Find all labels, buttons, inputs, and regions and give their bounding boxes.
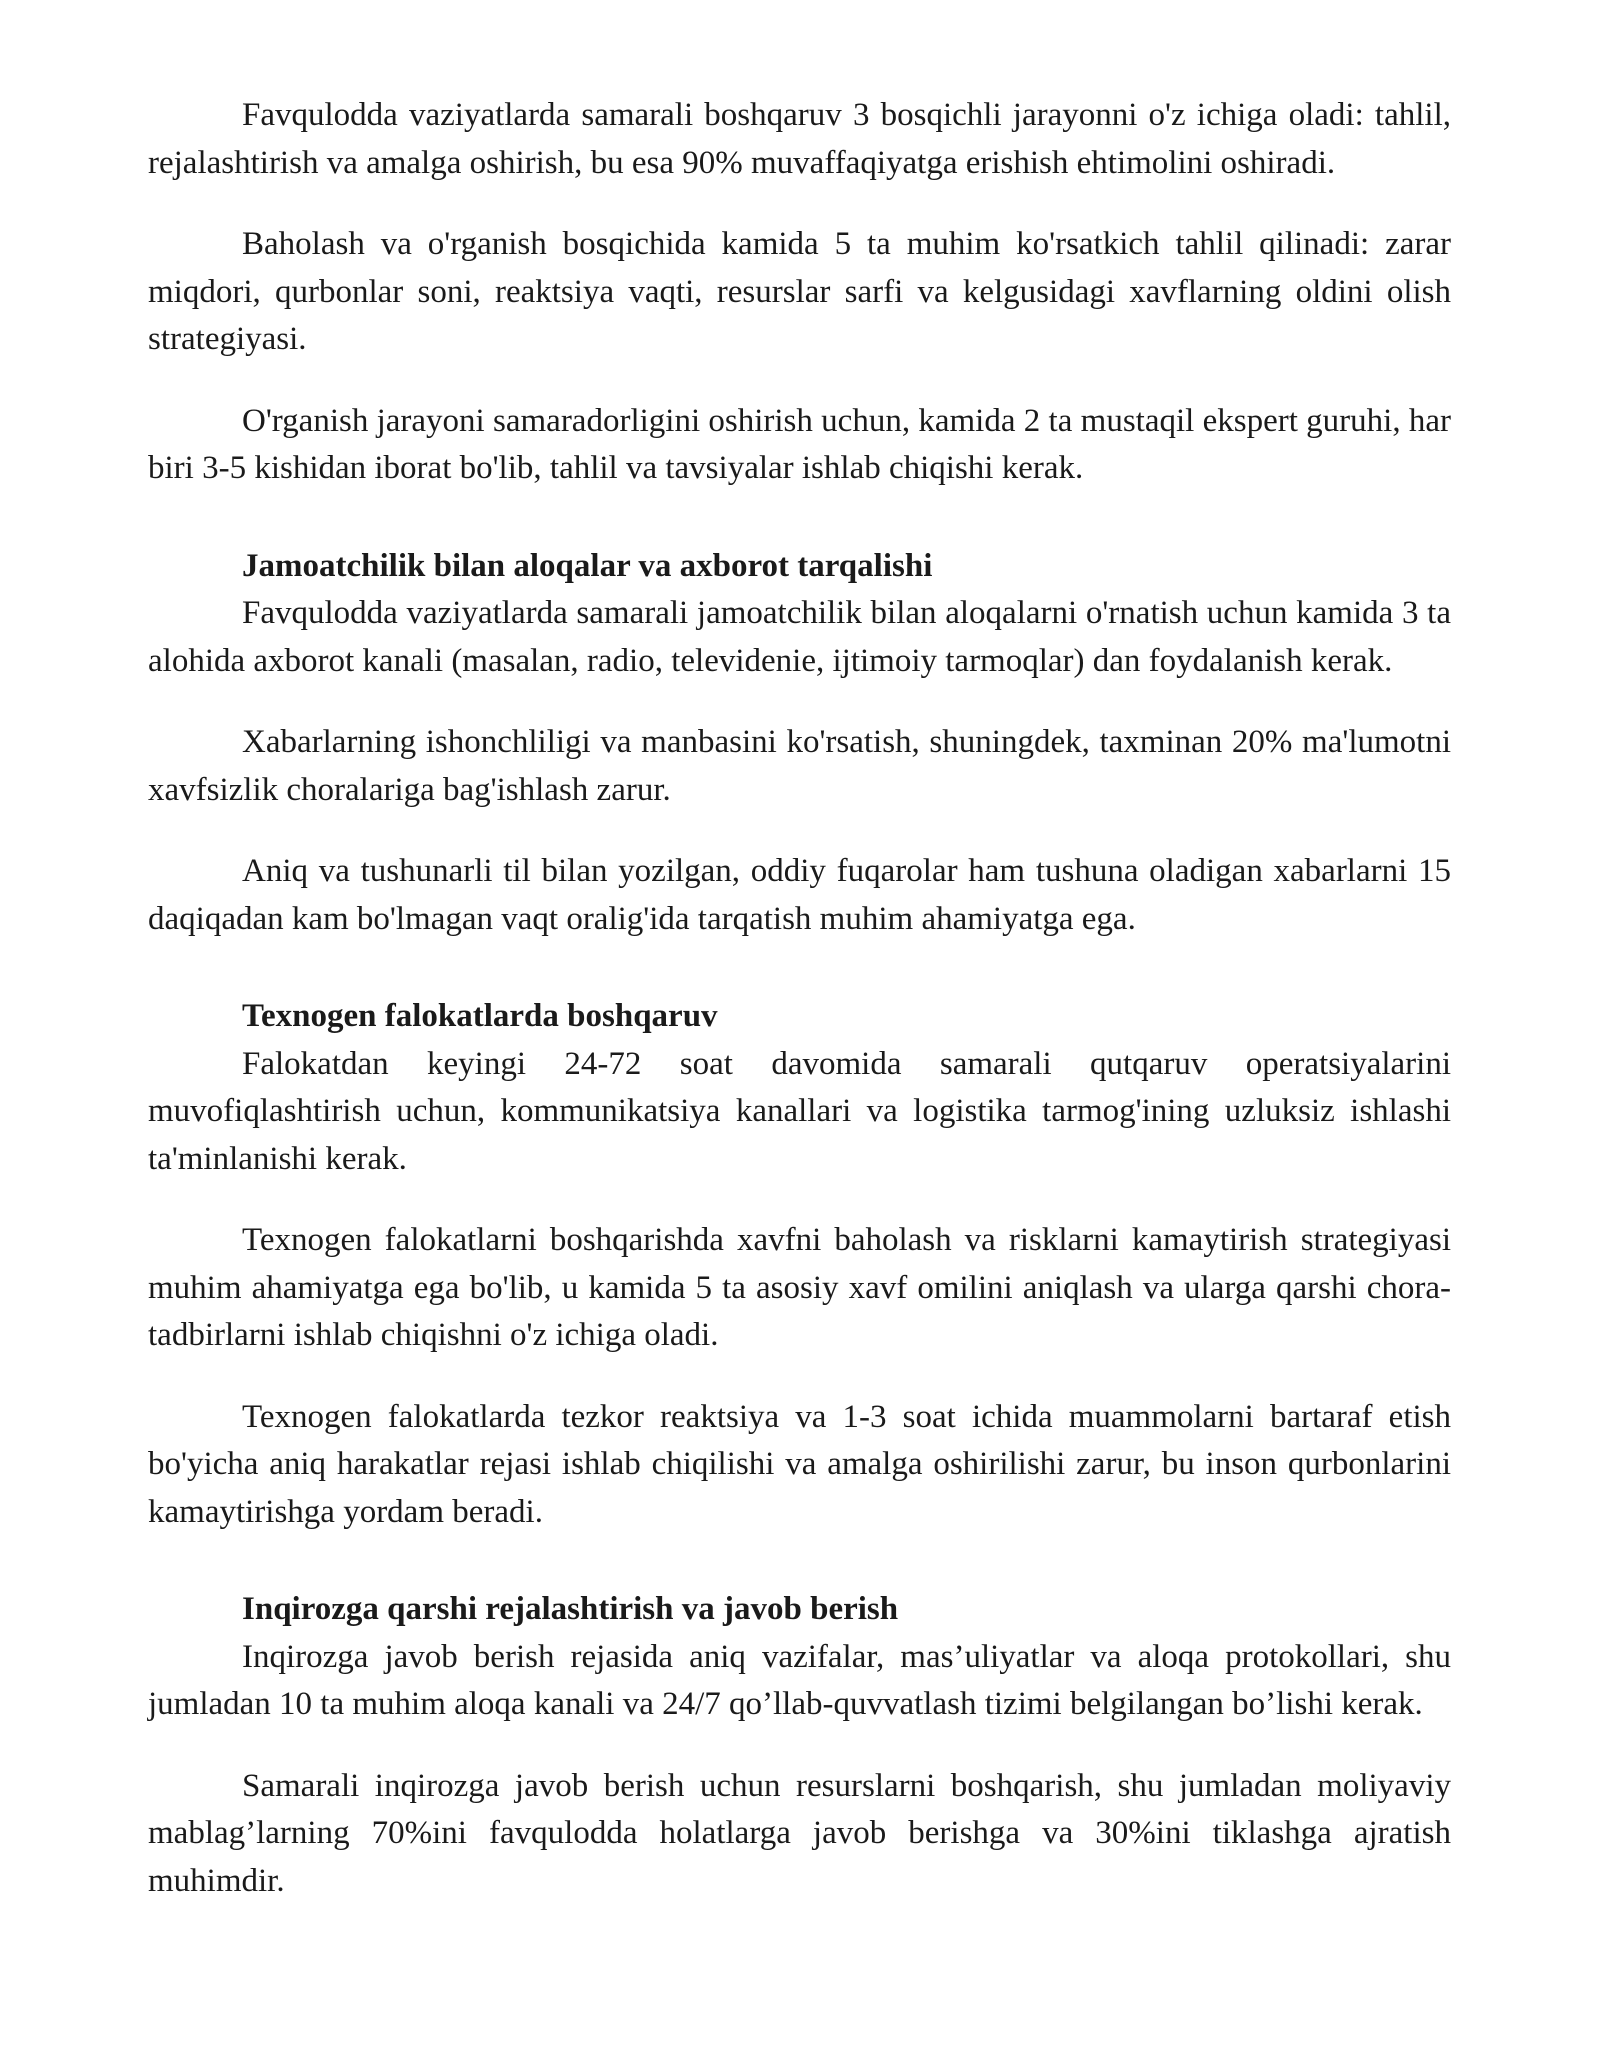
intro-paragraph-2: Baholash va o'rganish bosqichida kamida 5 ta muhim ko'rsatkich tahlil qilinadi: zarar miqdori, qurbonlar soni, reaktsiya vaqti, resurslar sarfi va kelgusidagi xavflarning oldini olish strategiyasi. [148,226,1451,357]
section-paragraph: Samarali inqirozga javob berish uchun resurslarni boshqarish, shu jumladan moliyaviy mablag’larning 70%ini favqulodda holatlarga javob berishga va 30%ini tiklashga ajratish muhimdir. [148,1767,1451,1899]
section-technogenic-disasters [148,993,1451,1536]
section-crisis-planning [148,1586,1451,1905]
section-paragraph: Texnogen falokatlarda tezkor reaktsiya va 1-3 soat ichida muammolarni bartaraf etish bo'yicha aniq harakatlar rejasi ishlab chiqilishi va amalga oshirilishi zarur, bu inson qurbonlarini kamaytirishga yordam beradi. [148,1398,1451,1530]
document-page [148,92,1451,1939]
section-heading: Jamoatchilik bilan aloqalar va axborot tarqalishi [242,547,933,584]
section-heading: Inqirozga qarshi rejalashtirish va javob berish [242,1591,899,1627]
section-paragraph: Inqirozga javob berish rejasida aniq vazifalar, mas’uliyatlar va aloqa protokollari, shu jumladan 10 ta muhim aloqa kanali va 24/7 qo’llab-quvvatlash tizimi belgilangan bo’lishi kerak. [148,1638,1451,1722]
section-paragraph: Favqulodda vaziyatlarda samarali jamoatchilik bilan aloqalarni o'rnatish uchun kamida 3 ta alohida axborot kanali (masalan, radio, televidenie, ijtimoiy tarmoqlar) dan foydalanish kerak. [148,595,1451,679]
section-heading: Texnogen falokatlarda boshqaruv [242,998,718,1034]
section-paragraph: Falokatdan keyingi 24-72 soat davomida samarali qutqaruv operatsiyalarini muvofiqlashtirish uchun, kommunikatsiya kanallari va logistika tarmog'ining uzluksiz ishlashi ta'minlanishi kerak. [148,1045,1451,1177]
section-paragraph: Xabarlarning ishonchliligi va manbasini ko'rsatish, shuningdek, taxminan 20% ma'lumotni xavfsizlik choralariga bag'ishlash zarur. [148,724,1451,808]
section-paragraph: Texnogen falokatlarni boshqarishda xavfni baholash va risklarni kamaytirish strategiyasi muhim ahamiyatga ega bo'lib, u kamida 5 ta asosiy xavf omilini aniqlash va ularga qarshi chora-tadbirlarni ishlab chiqishni o'z ichiga oladi. [148,1222,1451,1353]
section-paragraph: Aniq va tushunarli til bilan yozilgan, oddiy fuqarolar ham tushuna oladigan xabarlarni 15 daqiqadan kam bo'lmagan vaqt oralig'ida tarqatish muhim ahamiyatga ega. [148,853,1451,937]
intro-paragraph-1: Favqulodda vaziyatlarda samarali boshqaruv 3 bosqichli jarayonni o'z ichiga oladi: tahlil, rejalashtirish va amalga oshirish, bu esa 90% muvaffaqiyatga erishish ehtimolini oshiradi. [148,97,1451,181]
intro-paragraph-3: O'rganish jarayoni samaradorligini oshirish uchun, kamida 2 ta mustaqil ekspert guruhi, har biri 3-5 kishidan iborat bo'lib, tahlil va tavsiyalar ishlab chiqishi kerak. [148,402,1451,486]
section-public-relations [148,543,1451,944]
